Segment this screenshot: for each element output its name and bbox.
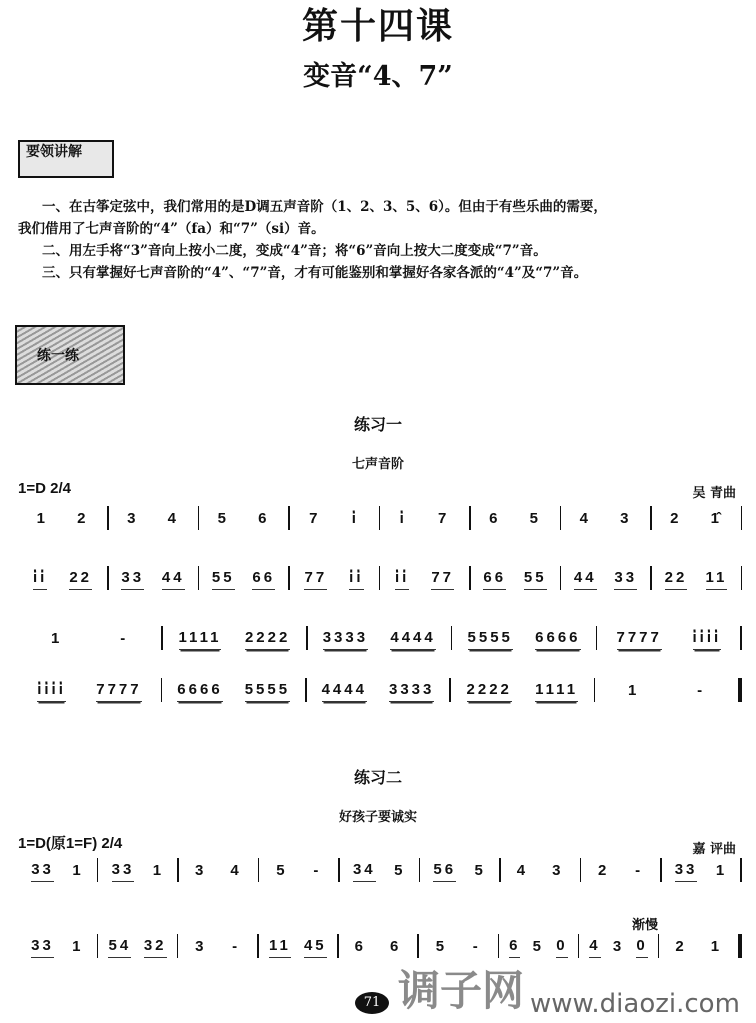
practice-badge: 练一练 [15, 325, 125, 385]
measure [18, 510, 107, 530]
paragraph-1: 一、在古筝定弦中，我们常用的是D调五声音阶（1、2、3、5、6）。但由于有些乐曲的需要， [42, 199, 607, 215]
note-group: 2 [675, 938, 687, 955]
measure [561, 510, 650, 530]
note-group: 1 [152, 862, 165, 879]
measure [18, 681, 161, 702]
measure [659, 938, 738, 958]
note-group: 5555 [245, 681, 290, 702]
measure [199, 510, 288, 530]
note-group: 3 [195, 938, 207, 955]
explanation-paragraphs [18, 196, 746, 284]
paragraph-2: 二、用左手将“3”音向上按小二度，变成“4”音；将“6”音向上按大二度变成“7”音。 [42, 243, 547, 259]
measure [18, 861, 97, 882]
note-group: 2 [670, 510, 682, 527]
note-group: 0 [556, 937, 567, 958]
note-group: 6666 [177, 681, 222, 702]
bar-line [738, 934, 742, 958]
lesson-title: 第十四课 [301, 5, 454, 47]
measure [579, 937, 658, 958]
measure [18, 937, 97, 958]
note-group: 5 [532, 938, 545, 955]
measure [307, 681, 450, 702]
measure [652, 510, 741, 530]
note-group: 45 [304, 937, 327, 958]
note-group: 66 [252, 569, 275, 590]
note-group: 0 [636, 937, 647, 958]
exercise-1-heading: 练习一 [353, 415, 402, 434]
note-group: 5 [474, 862, 486, 879]
note-group: 33 [675, 861, 698, 882]
measure [581, 862, 660, 882]
note-group: 1111 [179, 629, 222, 650]
note-group: 6 [354, 938, 367, 955]
measure [98, 861, 177, 882]
note-group: 77 [304, 569, 327, 590]
note-group: 11 [269, 937, 291, 958]
note-group: 5555 [468, 629, 513, 650]
note-group: 1 [50, 630, 63, 647]
measure [662, 861, 741, 882]
measure [451, 681, 594, 702]
measure [18, 630, 161, 650]
note-group: - [232, 938, 241, 955]
note-group: 54 [108, 937, 131, 958]
note-group: 6 [390, 938, 402, 955]
note-group: 55 [524, 569, 547, 590]
note-group: 1 [72, 938, 84, 955]
note-group: - [120, 630, 129, 647]
bar-line [740, 858, 742, 882]
key-points-badge: 要领讲解 [18, 140, 114, 178]
note-group: 4444 [390, 629, 435, 650]
note-group: 5 [276, 862, 288, 879]
exercise-1-name: 七声音阶 [351, 457, 404, 472]
note-group: 33 [31, 861, 54, 882]
score-line [18, 860, 742, 882]
note-group: 2222 [245, 629, 290, 650]
bar-line [738, 678, 742, 702]
measure [471, 510, 560, 530]
note-group: 3 [612, 938, 625, 955]
note-group: 22 [69, 569, 92, 590]
note-group: 3 [127, 510, 139, 527]
note-group: 4444 [322, 681, 367, 702]
page-number: 71 [355, 992, 389, 1014]
measure [290, 510, 379, 530]
exercise-2-heading: 练习二 [353, 768, 402, 787]
note-group: 4 [589, 937, 600, 958]
note-group: 1̂ [710, 510, 722, 527]
note-group: i̇i̇ [395, 569, 409, 590]
note-group: 55 [212, 569, 235, 590]
exercise-1-composer: 吴 青曲 [692, 486, 736, 501]
note-group: 4 [167, 510, 179, 527]
note-group: i̇i̇ [349, 569, 363, 590]
measure [179, 862, 258, 882]
measure [380, 510, 469, 530]
bar-line [740, 626, 742, 650]
exercise-2-composer: 嘉 评曲 [692, 842, 736, 857]
note-group: 5 [394, 862, 406, 879]
measure [109, 569, 198, 590]
note-group: 1 [715, 862, 728, 879]
measure [471, 569, 560, 590]
watermark-logo: 调子网 [398, 966, 525, 1015]
measure [339, 938, 418, 958]
measure [499, 937, 578, 958]
lesson-subtitle: 变音“4、7” [303, 61, 453, 92]
note-group: 4 [230, 862, 242, 879]
measure [340, 861, 419, 882]
note-group: 2 [77, 510, 89, 527]
note-group: 5 [435, 938, 448, 955]
note-group: 33 [121, 569, 144, 590]
score-line [18, 936, 742, 958]
note-group: 4 [516, 862, 529, 879]
note-group: - [313, 862, 322, 879]
note-group: i̇ [351, 510, 359, 527]
note-group: - [635, 862, 644, 879]
note-group: 32 [144, 937, 167, 958]
note-group: 56 [433, 861, 456, 882]
note-group: i̇i̇i̇i̇ [693, 629, 722, 650]
measure [162, 681, 305, 702]
measure [501, 862, 580, 882]
note-group: 11 [706, 569, 728, 590]
measure [98, 937, 177, 958]
note-group: 3333 [389, 681, 434, 702]
note-group: 3333 [323, 629, 368, 650]
bar-line [741, 566, 743, 590]
measure [380, 569, 469, 590]
note-group: 1 [36, 510, 48, 527]
paragraph-1b: 我们借用了七声音阶的“4”（fa）和“7”（si）音。 [18, 221, 325, 237]
score-line [18, 628, 742, 650]
note-group: 1 [72, 862, 84, 879]
watermark-url: www.diaozi.com [530, 989, 740, 1019]
note-group: i̇i̇ [33, 569, 47, 590]
note-group: 3 [194, 862, 207, 879]
note-group: 34 [353, 861, 376, 882]
measure [597, 629, 740, 650]
note-group: 1111 [535, 681, 578, 702]
note-group: 5 [529, 510, 541, 527]
note-group: 7777 [617, 629, 662, 650]
paragraph-3: 三、只有掌握好七声音阶的“4”、“7”音，才有可能鉴别和掌握好各家各派的“4”及“7”音。 [42, 265, 588, 281]
note-group: 2 [597, 862, 610, 879]
score-line [18, 680, 742, 702]
note-group: 7 [309, 510, 321, 527]
note-group: 3 [552, 862, 564, 879]
measure [259, 937, 338, 958]
measure [259, 862, 338, 882]
note-group: 44 [162, 569, 185, 590]
measure [163, 629, 306, 650]
note-group: i̇ [399, 510, 407, 527]
bar-line [741, 506, 743, 530]
note-group: 4 [579, 510, 591, 527]
exercise-2-name: 好孩子要诚实 [338, 810, 417, 825]
measure [178, 938, 257, 958]
note-group: 33 [31, 937, 54, 958]
measure [18, 569, 107, 590]
measure [452, 629, 595, 650]
note-group: 2222 [467, 681, 512, 702]
note-group: 7777 [96, 681, 141, 702]
measure [595, 682, 738, 702]
measure [652, 569, 741, 590]
note-group: 22 [665, 569, 688, 590]
note-group: 6 [258, 510, 270, 527]
note-group: 7 [438, 510, 450, 527]
note-group: 3 [620, 510, 632, 527]
score-line [18, 508, 742, 530]
note-group: 1 [710, 938, 723, 955]
note-group: 6 [509, 937, 520, 958]
note-group: i̇i̇i̇i̇ [37, 681, 66, 702]
measure [561, 569, 650, 590]
tempo-marking: 渐慢 [632, 918, 659, 933]
measure [419, 938, 498, 958]
exercise-2-key: 1=D(原1=F) 2/4 [18, 835, 123, 852]
note-group: - [472, 938, 481, 955]
note-group: 33 [112, 861, 135, 882]
exercise-1-key: 1=D 2/4 [18, 480, 71, 497]
score-line [18, 568, 742, 590]
measure [420, 861, 499, 882]
note-group: 77 [431, 569, 454, 590]
measure [109, 510, 198, 530]
note-group: - [697, 682, 706, 699]
measure [308, 629, 451, 650]
note-group: 1 [628, 682, 640, 699]
measure [199, 569, 288, 590]
note-group: 44 [574, 569, 597, 590]
measure [290, 569, 379, 590]
note-group: 6666 [535, 629, 580, 650]
note-group: 33 [614, 569, 637, 590]
note-group: 66 [483, 569, 506, 590]
note-group: 5 [217, 510, 229, 527]
note-group: 6 [489, 510, 501, 527]
